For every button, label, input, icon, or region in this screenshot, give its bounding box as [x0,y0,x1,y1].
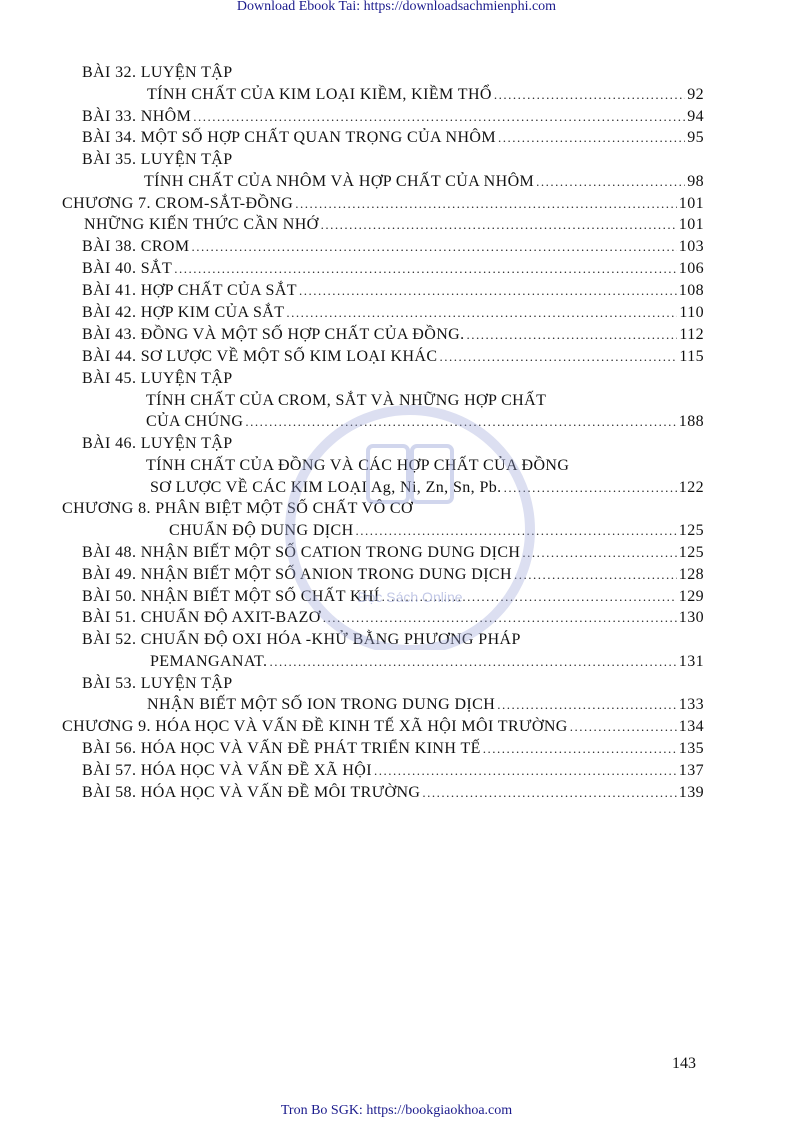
toc-label: CHUẨN ĐỘ DUNG DỊCH [169,522,354,539]
toc-row [82,107,704,127]
leader-dots [522,543,676,563]
leader-dots [321,215,677,235]
leader-dots [497,695,677,715]
toc-row [82,128,704,148]
toc-label: CHƯƠNG 9. HÓA HỌC VÀ VẤN ĐỀ KINH TẾ XÃ HỘI MÔI TRƯỜNG [62,718,568,735]
toc-row [150,652,704,672]
toc-row [62,499,413,519]
toc-row [144,172,704,192]
toc-row [82,259,704,279]
toc-page: 128 [678,566,704,583]
toc-label: BÀI 56. HÓA HỌC VÀ VẤN ĐỀ PHÁT TRIỂN KINH TẾ [82,740,481,757]
toc-label: BÀI 52. CHUẨN ĐỘ OXI HÓA -KHỬ BẰNG PHƯƠNG PHÁP [82,631,521,648]
toc-row [169,521,704,541]
toc-row [82,281,704,301]
toc-page: 134 [678,718,704,735]
toc-label: NHẬN BIẾT MỘT SỐ ION TRONG DUNG DỊCH [147,696,496,713]
toc-page: 139 [678,784,704,801]
toc-label: CỦA CHÚNG [146,413,244,430]
toc-row [82,150,233,170]
toc-label: BÀI 49. NHẬN BIẾT MỘT SỐ ANION TRONG DUNG DỊCH [82,566,512,583]
toc-label: BÀI 43. ĐỒNG VÀ MỘT SỐ HỢP CHẤT CỦA ĐỒNG. [82,326,465,343]
toc-row [82,347,704,367]
toc-page: 106 [678,260,704,277]
leader-dots [269,652,676,672]
toc-row [82,739,704,759]
toc-page: 108 [678,282,704,299]
toc-row [82,608,704,628]
toc-label: BÀI 34. MỘT SỐ HỢP CHẤT QUAN TRỌNG CỦA NHÔM [82,129,496,146]
toc-label: BÀI 44. SƠ LƯỢC VỀ MỘT SỐ KIM LOẠI KHÁC [82,348,438,365]
toc-label: TÍNH CHẤT CỦA CROM, SẮT VÀ NHỮNG HỢP CHẤT [146,392,547,409]
leader-dots [467,325,678,345]
toc-page: 125 [678,522,704,539]
toc-label: BÀI 33. NHÔM [82,108,192,125]
leader-dots [299,281,677,301]
toc-page: 130 [678,609,704,626]
toc-row [146,456,569,476]
toc-row [82,63,233,83]
toc-row [82,783,704,803]
toc-row [82,543,704,563]
toc-page: 112 [679,326,704,343]
leader-dots [382,587,677,607]
toc-row [82,325,704,345]
toc-label: BÀI 41. HỢP CHẤT CỦA SẮT [82,282,297,299]
toc-page: 92 [687,86,704,103]
header-download-link[interactable]: Download Ebook Tai: https://downloadsachmienphi.com [236,0,557,14]
toc-row [82,761,704,781]
toc-row [62,194,704,214]
leader-dots [570,717,677,737]
toc-label: BÀI 32. LUYỆN TẬP [82,64,233,81]
toc-label: BÀI 40. SẮT [82,260,173,277]
watermark-text: Đọc Sách Online [357,589,463,605]
toc-label: SƠ LƯỢC VỀ CÁC KIM LOẠI Ag, Ni, Zn, Sn, Pb. [150,479,502,496]
footer-bookgiaokhoa-link[interactable]: Tron Bo SGK: https://bookgiaokhoa.com [280,1103,513,1118]
leader-dots [295,194,677,214]
toc-label: BÀI 45. LUYỆN TẬP [82,370,233,387]
toc-row [82,237,704,257]
toc-page: 133 [678,696,704,713]
leader-dots [498,128,685,148]
toc-label: TÍNH CHẤT CỦA ĐỒNG VÀ CÁC HỢP CHẤT CỦA ĐỒNG [146,457,570,474]
leader-dots [514,565,677,585]
toc-row [84,215,704,235]
toc-row [146,412,704,432]
toc-label: BÀI 58. HÓA HỌC VÀ VẤN ĐỀ MÔI TRƯỜNG [82,784,421,801]
leader-dots [504,478,677,498]
toc-row [82,565,704,585]
toc-label: CHƯƠNG 8. PHÂN BIỆT MỘT SỐ CHẤT VÔ CƠ [62,500,413,517]
leader-dots [494,85,685,105]
toc-page: 95 [687,129,704,146]
leader-dots [536,172,685,192]
toc-row [147,695,704,715]
toc-label: BÀI 46. LUYỆN TẬP [82,435,233,452]
toc-label: TÍNH CHẤT CỦA KIM LOẠI KIỀM, KIỀM THỔ [147,86,492,103]
toc-page: 103 [678,238,704,255]
leader-dots [286,303,677,323]
toc-page: 101 [678,195,704,212]
toc-page: 94 [687,108,704,125]
toc-page: 135 [678,740,704,757]
toc-page: 131 [678,653,704,670]
toc-page: 98 [687,173,704,190]
toc-label: TÍNH CHẤT CỦA NHÔM VÀ HỢP CHẤT CỦA NHÔM [144,173,535,190]
toc-row [82,434,233,454]
leader-dots [439,347,677,367]
toc-row [82,630,521,650]
page-number: 143 [672,1055,696,1072]
toc-label: BÀI 50. NHẬN BIẾT MỘT SỐ CHẤT KHÍ [82,588,380,605]
leader-dots [174,259,677,279]
toc-label: PEMANGANAT. [150,653,268,670]
toc-label: BÀI 51. CHUẨN ĐỘ AXIT-BAZƠ [82,609,321,626]
toc-page: 137 [678,762,704,779]
toc-row [147,85,704,105]
leader-dots [245,412,676,432]
toc-page: 110 [679,304,704,321]
leader-dots [193,107,685,127]
toc-row [82,303,704,323]
leader-dots [483,739,677,759]
toc-row [82,587,704,607]
toc-row [146,391,546,411]
leader-dots [422,783,676,803]
toc-page: 122 [678,479,704,496]
leader-dots [374,761,677,781]
toc-page: 188 [678,413,704,430]
toc-label: BÀI 48. NHẬN BIẾT MỘT SỐ CATION TRONG DUNG DỊCH [82,544,521,561]
toc-row [150,478,704,498]
toc-page: 129 [678,588,704,605]
leader-dots [323,608,677,628]
toc-label: BÀI 35. LUYỆN TẬP [82,151,233,168]
toc-label: NHỮNG KIẾN THỨC CẦN NHỚ [84,216,319,233]
toc-label: BÀI 57. HÓA HỌC VÀ VẤN ĐỀ XÃ HỘI [82,762,372,779]
leader-dots [356,521,677,541]
toc-label: BÀI 42. HỢP KIM CỦA SẮT [82,304,285,321]
toc-label: BÀI 53. LUYỆN TẬP [82,675,233,692]
toc-page: 115 [679,348,704,365]
toc-row [82,674,233,694]
leader-dots [191,237,676,257]
toc-page: 125 [678,544,704,561]
toc-page: 101 [678,216,704,233]
toc-row [82,369,233,389]
toc-label: BÀI 38. CROM [82,238,190,255]
toc-row [62,717,704,737]
toc-label: CHƯƠNG 7. CROM-SẮT-ĐỒNG [62,195,294,212]
